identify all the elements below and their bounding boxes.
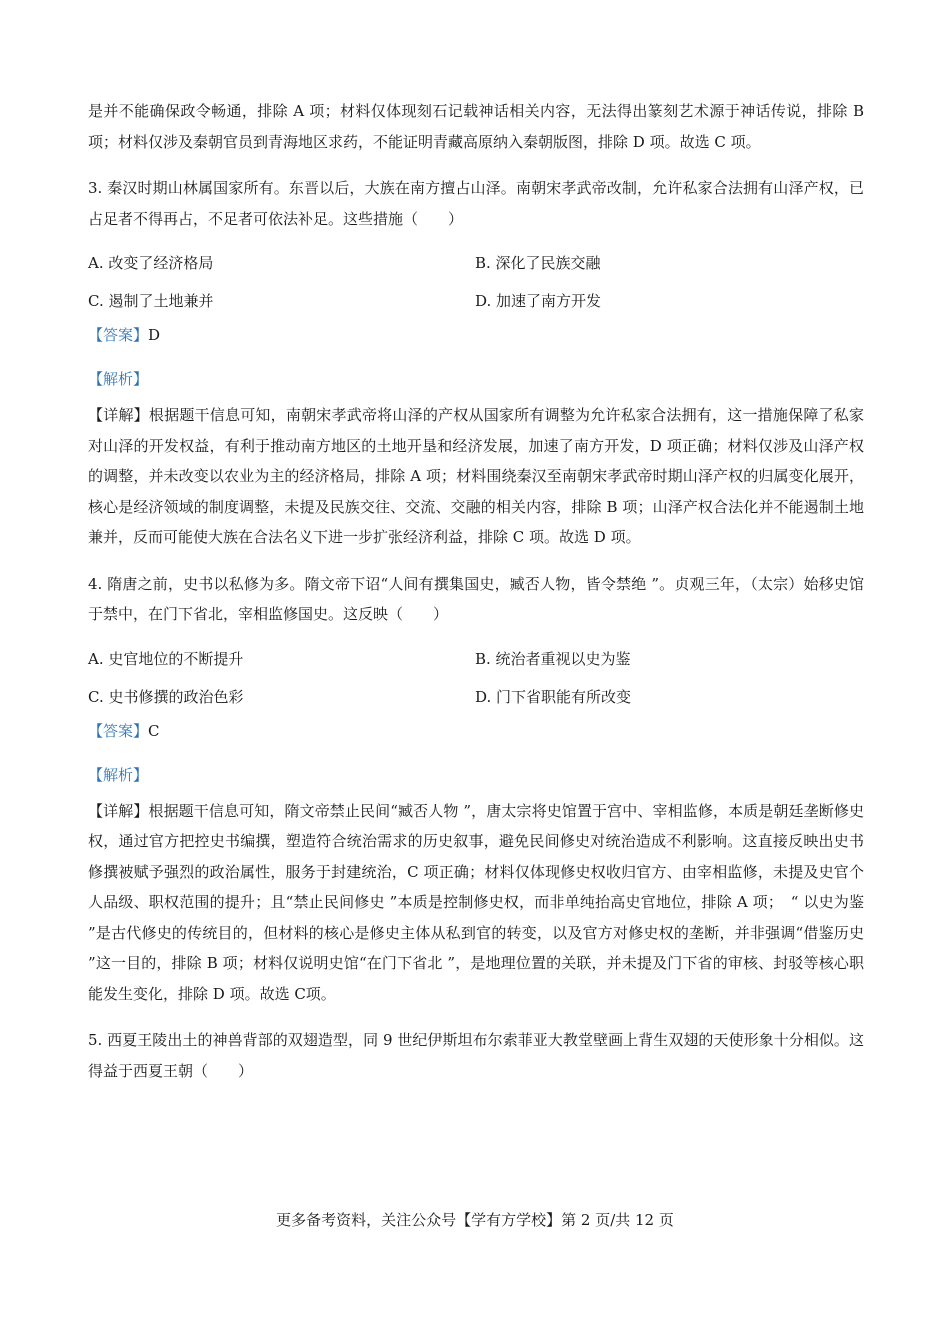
question-4	[88, 569, 864, 1010]
page-content	[88, 96, 864, 1086]
question-3-analysis-label: 【解析】	[88, 370, 149, 388]
detail-text: 根据题干信息可知，隋文帝禁止民间“臧否人物 ”，唐太宗将史馆置于宫中、宰相监修，本质是朝廷垄断修史权，通过官方把控史书编撰，塑造符合统治需求的历史叙事，避免民间修史对统治造成不利影响。这直接反映出史书修撰被赋予强烈的政治属性，服务于封建统治，C 项正确；材料仅体现修史权收归官方、由宰相监修，未提及史官个人品级、职权范围的提升；且“禁止民间修史 ”本质是控制修史权，而非单纯抬高史官地位，排除 A 项； “ 以史为鉴 ”是古代修史的传统目的，但材料的核心是修史主体从私到官的转变，以及官方对修史权的垄断，并非强调“借鉴历史 ”这一目的，排除 B 项；材料仅说明史馆“在门下省北 ”，是地理位置的关联，并未提及门下省的审核、封驳等核心职能发生变化，排除 D 项。故选 C项。	[88, 801, 864, 1003]
question-4-detail	[88, 796, 864, 1010]
question-3-answer	[88, 320, 864, 350]
detail-text: 根据题干信息可知，南朝宋孝武帝将山泽的产权从国家所有调整为允许私家合法拥有，这一措施保障了私家对山泽的开发权益，有利于推动南方地区的土地开垦和经济发展，加速了南方开发，D 项正确；材料仅涉及山泽产权的调整，并未改变以农业为主的经济格局，排除 A 项；材料围绕秦汉至南朝宋孝武帝时期山泽产权的归属变化展开，核心是经济领域的制度调整，未提及民族交往、交流、交融的相关内容，排除 B 项；山泽产权合法化并不能遏制土地兼并，反而可能使大族在合法名义下进一步扩张经济利益，排除 C 项。故选 D 项。	[88, 406, 864, 546]
question-4-option-a: A. 史官地位的不断提升	[88, 649, 244, 668]
question-3-option-c: C. 遏制了土地兼并	[88, 292, 214, 310]
detail-label: 【详解】	[88, 801, 149, 820]
question-4-option-d: D. 门下省职能有所改变	[475, 687, 632, 706]
question-3-option-d: D. 加速了南方开发	[475, 292, 602, 310]
question-3-option-b: B. 深化了民族交融	[475, 254, 601, 272]
question-4-analysis-label: 【解析】	[88, 765, 149, 784]
question-5	[88, 1025, 864, 1086]
question-3-options	[88, 248, 864, 316]
answer-value: D	[148, 326, 161, 344]
question-3-option-a: A. 改变了经济格局	[88, 254, 214, 272]
detail-label: 【详解】	[88, 406, 149, 424]
question-4-options	[88, 644, 864, 712]
page-footer: 更多备考资料，关注公众号【学有方学校】第 2 页/共 12 页	[276, 1211, 674, 1229]
answer-label: 【答案】	[88, 721, 149, 740]
question-3-stem: 3. 秦汉时期山林属国家所有。东晋以后，大族在南方擅占山泽。南朝宋孝武帝改制，允许私家合法拥有山泽产权，已占足者不得再占，不足者可依法补足。这些措施（ ）	[88, 179, 864, 228]
answer-value: C	[148, 721, 160, 740]
question-3	[88, 173, 864, 553]
answer-label: 【答案】	[88, 326, 149, 344]
question-5-stem: 5. 西夏王陵出土的神兽背部的双翅造型，同 9 世纪伊斯坦布尔索菲亚大教堂壁画上背生双翅的天使形象十分相似。这得益于西夏王朝（ ）	[88, 1031, 864, 1080]
question-4-option-c: C. 史书修撰的政治色彩	[88, 687, 244, 706]
question-4-answer	[88, 716, 864, 746]
question-3-detail	[88, 400, 864, 553]
previous-explanation-continued: 是并不能确保政令畅通，排除 A 项；材料仅体现刻石记载神话相关内容，无法得出篆刻艺术源于神话传说，排除 B 项；材料仅涉及秦朝官员到青海地区求药，不能证明青藏高原纳入秦朝版图，排除 D 项。故选 C 项。	[88, 102, 864, 151]
question-4-stem: 4. 隋唐之前，史书以私修为多。隋文帝下诏“人间有撰集国史，臧否人物，皆令禁绝 ”。贞观三年，（太宗）始移史馆于禁中，在门下省北，宰相监修国史。这反映（ ）	[88, 574, 864, 623]
question-4-option-b: B. 统治者重视以史为鉴	[475, 649, 631, 668]
